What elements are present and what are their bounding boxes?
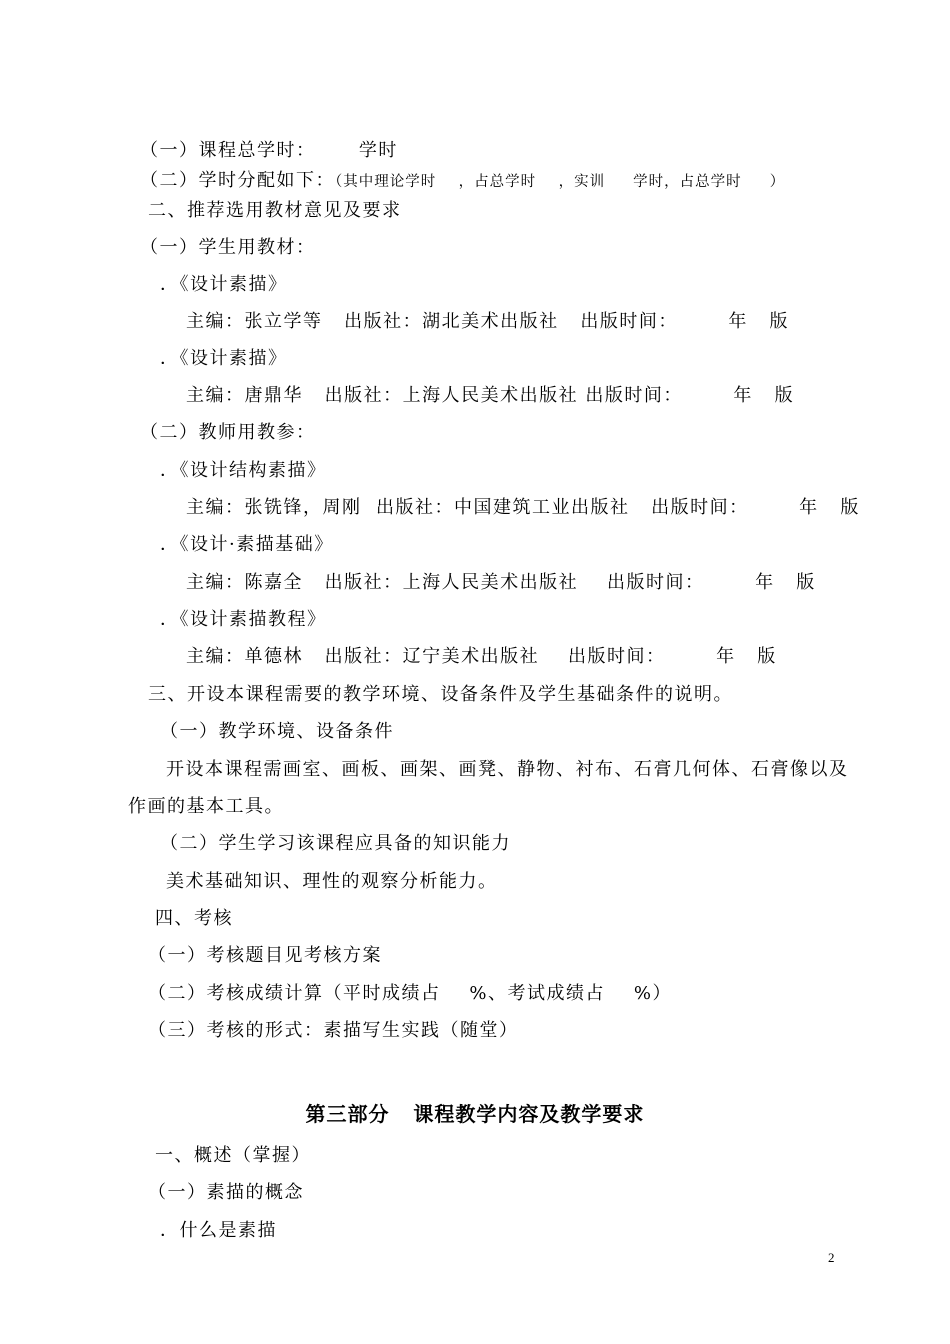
environment-paragraph-line2: 作画的基本工具。 bbox=[128, 796, 284, 817]
overview-title: 一、概述（掌握） bbox=[155, 1145, 311, 1166]
book-detail: 主编：陈嘉全 出版社：上海人民美术出版社 出版时间： 年 版 bbox=[186, 572, 816, 593]
assessment-item: （二）考核成绩计算（平时成绩占 %、考试成绩占 %） bbox=[148, 983, 672, 1004]
student-abilities-paragraph: 美术基础知识、理性的观察分析能力。 bbox=[166, 871, 498, 892]
section-two-title: 二、推荐选用教材意见及要求 bbox=[148, 200, 402, 221]
environment-paragraph-line1: 开设本课程需画室、画板、画架、画凳、静物、衬布、石膏几何体、石膏像以及 bbox=[166, 759, 849, 780]
book-detail: 主编：张铣锋，周刚 出版社：中国建筑工业出版社 出版时间： 年 版 bbox=[186, 497, 860, 518]
hours-allocation-line bbox=[140, 170, 785, 193]
book-item: ．《设计素描》 bbox=[160, 274, 288, 295]
student-abilities-title: （二）学生学习该课程应具备的知识能力 bbox=[160, 833, 511, 854]
book-detail: 主编：单德林 出版社：辽宁美术出版社 出版时间： 年 版 bbox=[186, 646, 777, 667]
total-hours-line: （一）课程总学时： 学时 bbox=[140, 140, 398, 161]
page-number: 2 bbox=[828, 1250, 835, 1265]
part-three-heading: 第三部分 课程教学内容及教学要求 bbox=[305, 1102, 645, 1126]
book-item: ．《设计素描教程》 bbox=[160, 609, 327, 630]
section-four-title: 四、考核 bbox=[155, 908, 233, 929]
assessment-item: （一）考核题目见考核方案 bbox=[148, 945, 382, 966]
book-detail: 主编：张立学等 出版社：湖北美术出版社 出版时间： 年 版 bbox=[186, 311, 790, 332]
teaching-environment-title: （一）教学环境、设备条件 bbox=[160, 721, 394, 742]
student-textbooks-title: （一）学生用教材： bbox=[140, 237, 316, 258]
section-three-title: 三、开设本课程需要的教学环境、设备条件及学生基础条件的说明。 bbox=[148, 684, 733, 705]
assessment-item: （三）考核的形式：素描写生实践（随堂） bbox=[148, 1020, 519, 1041]
book-item: ．《设计·素描基础》 bbox=[160, 534, 334, 555]
what-is-sketch-item: ．什么是素描 bbox=[160, 1220, 277, 1241]
hours-allocation-detail: （其中理论学时 ，占总学时 ，实训 学时，占总学时 ） bbox=[335, 174, 786, 190]
teacher-references-title: （二）教师用教参： bbox=[140, 422, 316, 443]
book-detail: 主编：唐鼎华 出版社：上海人民美术出版社 出版时间： 年 版 bbox=[186, 385, 795, 406]
book-item: ．《设计结构素描》 bbox=[160, 460, 327, 481]
sketch-concept-title: （一）素描的概念 bbox=[148, 1182, 304, 1203]
hours-allocation-label: （二）学时分配如下： bbox=[140, 170, 335, 191]
book-item: ．《设计素描》 bbox=[160, 348, 288, 369]
